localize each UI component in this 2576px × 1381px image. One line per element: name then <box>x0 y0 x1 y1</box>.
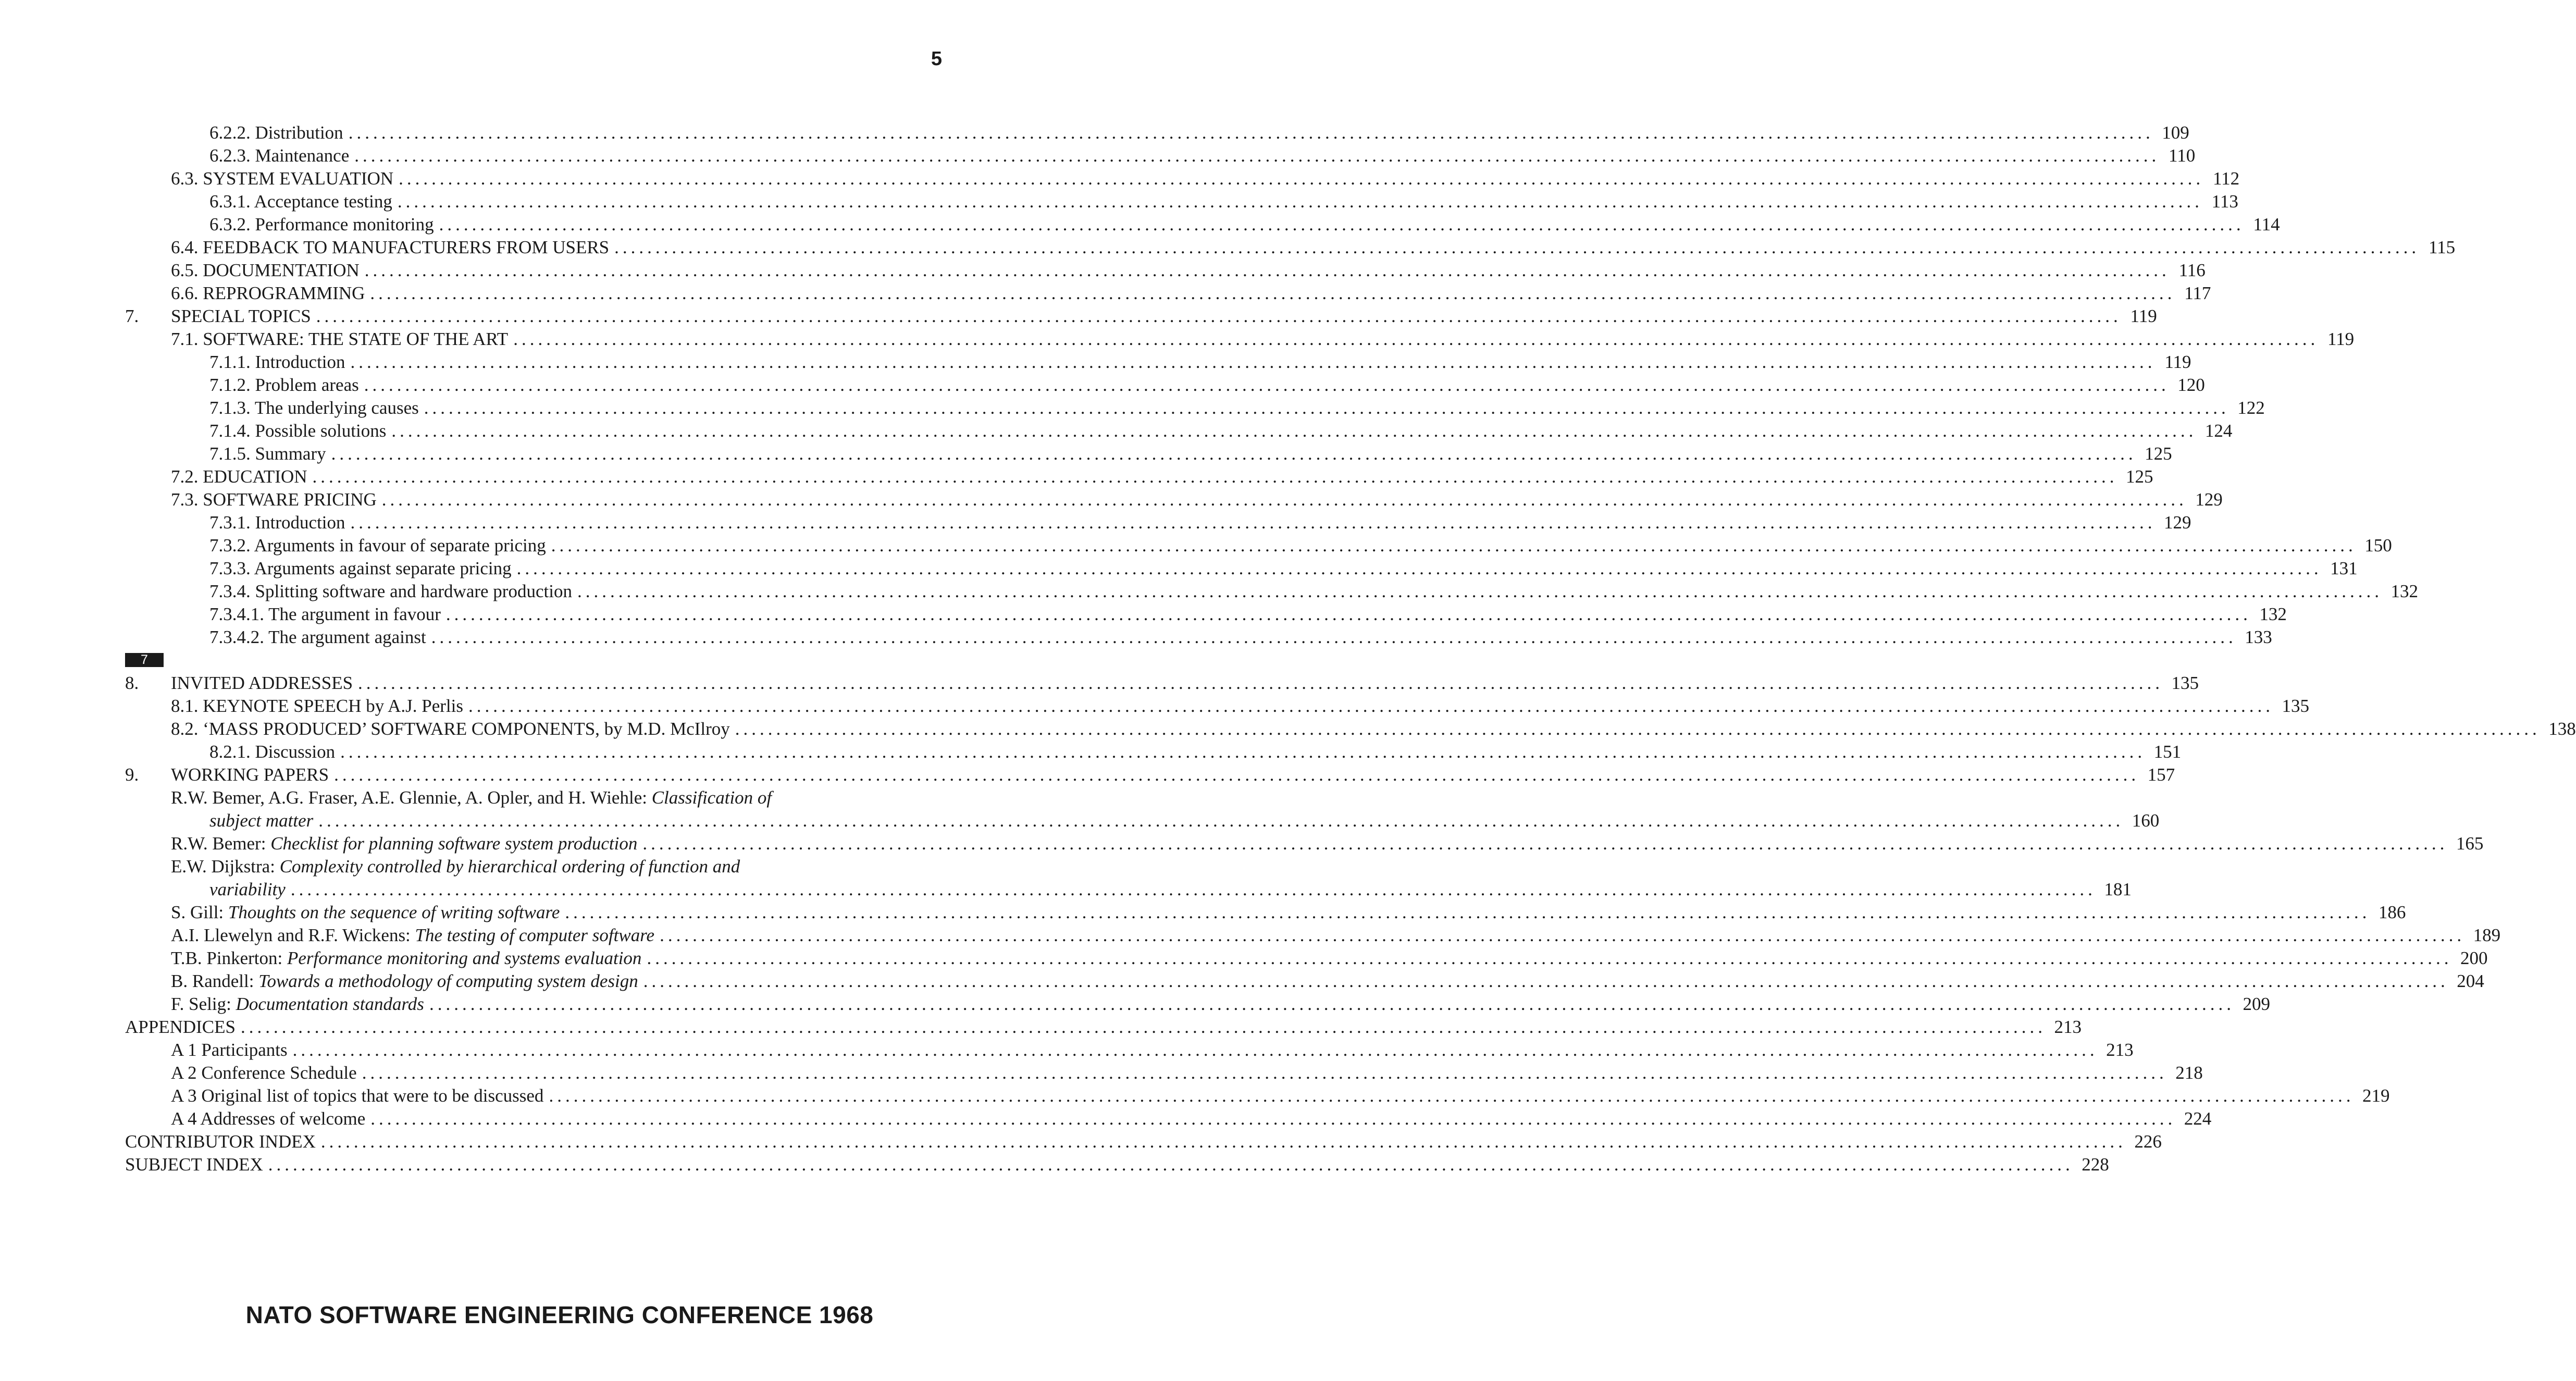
toc-dot-leader: ............................................................................................................................................................................................................................ <box>549 1086 2355 1106</box>
chapter-tab-marker: 7 <box>125 653 164 667</box>
toc-entry-author: E.W. Dijkstra: <box>171 856 280 877</box>
toc-dot-leader: ............................................................................................................................................................................................................................ <box>735 719 2541 739</box>
toc-dot-leader: ............................................................................................................................................................................................................................ <box>364 260 2170 280</box>
toc-dot-leader: ............................................................................................................................................................................................................................ <box>381 489 2187 510</box>
toc-dot-leader: ............................................................................................................................................................................................................................ <box>424 398 2230 418</box>
toc-dot-leader: ............................................................................................................................................................................................................................ <box>516 558 2322 578</box>
toc-entry-title: SPECIAL TOPICS <box>171 306 311 326</box>
toc-entry-author: A.I. Llewelyn and R.F. Wickens: <box>171 925 415 945</box>
toc-entry-paper-title: Documentation standards <box>236 994 424 1014</box>
toc-dot-leader: ............................................................................................................................................................................................................................ <box>429 994 2235 1014</box>
toc-entry-page: 117 <box>2184 283 2211 303</box>
toc-entry-title: 7.3.4. Splitting software and hardware production <box>209 581 572 601</box>
toc-entry <box>125 465 2153 488</box>
toc-dot-leader: ............................................................................................................................................................................................................................ <box>340 742 2146 762</box>
toc-entry <box>125 442 2172 465</box>
toc-entry-title: 7.2. EDUCATION <box>171 466 307 487</box>
toc-entry <box>125 374 2205 397</box>
toc-entry <box>125 1130 2162 1153</box>
toc-entry <box>125 488 2223 511</box>
toc-dot-leader: ............................................................................................................................................................................................................................ <box>320 1131 2126 1152</box>
toc-entry-title: 7.1.4. Possible solutions <box>209 421 387 441</box>
toc-dot-leader: ............................................................................................................................................................................................................................ <box>439 214 2245 235</box>
toc-dot-leader: ............................................................................................................................................................................................................................ <box>397 191 2203 212</box>
toc-entry-page: 125 <box>2145 443 2172 464</box>
toc-entry-title: SUBJECT INDEX <box>125 1154 263 1175</box>
toc-entry <box>125 993 2270 1016</box>
toc-dot-leader: ............................................................................................................................................................................................................................ <box>370 1108 2176 1129</box>
toc-entry-author: R.W. Bemer: <box>171 833 271 854</box>
toc-dot-leader: ............................................................................................................................................................................................................................ <box>642 833 2448 854</box>
toc-entry-page: 209 <box>2243 994 2270 1014</box>
toc-entry-page: 116 <box>2178 260 2206 280</box>
toc-entry-title: 6.2.2. Distribution <box>209 122 343 143</box>
toc-entry-title: 7.1.2. Problem areas <box>209 375 359 395</box>
toc-entry <box>125 901 2406 924</box>
toc-entry <box>125 786 922 809</box>
toc-entry-page: 224 <box>2184 1108 2212 1129</box>
toc-entry <box>125 351 2191 374</box>
toc-entry-title: 6.4. FEEDBACK TO MANUFACTURERS FROM USERS <box>171 237 610 257</box>
toc-entry <box>125 511 2191 534</box>
toc-entry <box>125 1107 2212 1130</box>
toc-entry-page: 138 <box>2548 719 2576 739</box>
toc-entry-title <box>171 993 424 1016</box>
toc-entry-page: 135 <box>2282 696 2309 716</box>
toc-entry-author: R.W. Bemer, A.G. Fraser, A.E. Glennie, A. Opler, and H. Wiehle: <box>171 787 652 808</box>
toc-entry <box>125 1062 2203 1084</box>
toc-entry-page: 186 <box>2378 902 2406 922</box>
toc-entry-paper-title: The testing of computer software <box>415 925 655 945</box>
toc-entry <box>125 603 2287 626</box>
toc-dot-leader: ............................................................................................................................................................................................................................ <box>614 237 2420 257</box>
toc-entry <box>125 947 2488 970</box>
toc-entry-title: 7.3. SOFTWARE PRICING <box>171 489 377 510</box>
toc-entry-page: 110 <box>2169 145 2196 166</box>
toc-entry <box>125 557 2358 580</box>
toc-entry-title: 7.3.4.2. The argument against <box>209 627 426 647</box>
toc-entry <box>125 1084 2390 1107</box>
toc-entry-page: 129 <box>2195 489 2223 510</box>
toc-entry-page: 113 <box>2211 191 2238 212</box>
toc-entry-page: 115 <box>2428 237 2456 257</box>
toc-entry-title: 7.3.4.1. The argument in favour <box>209 604 441 624</box>
toc-entry-title: 8.2. ‘MASS PRODUCED’ SOFTWARE COMPONENTS, by M.D. McIlroy <box>171 719 730 739</box>
toc-entry-page: 119 <box>2327 329 2355 349</box>
toc-entry-author: F. Selig: <box>171 994 236 1014</box>
toc-dot-leader: ............................................................................................................................................................................................................................ <box>513 329 2319 349</box>
toc-entry-page: 219 <box>2362 1086 2390 1106</box>
toc-entry-page: 213 <box>2054 1017 2082 1037</box>
toc-entry-page: 181 <box>2104 879 2132 899</box>
toc-entry-title: INVITED ADDRESSES <box>171 673 353 693</box>
toc-entry <box>125 305 2157 328</box>
toc-dot-leader: ............................................................................................................................................................................................................................ <box>334 765 2140 785</box>
toc-entry-page: 124 <box>2205 421 2233 441</box>
toc-entry-page: 129 <box>2164 512 2191 533</box>
toc-entry <box>125 718 2576 741</box>
toc-dot-leader: ............................................................................................................................................................................................................................ <box>431 627 2237 647</box>
toc-dot-leader: ............................................................................................................................................................................................................................ <box>348 122 2154 143</box>
toc-entry-title <box>209 809 313 832</box>
toc-entry-title: 7.3.1. Introduction <box>209 512 345 533</box>
toc-dot-leader: ............................................................................................................................................................................................................................ <box>354 145 2160 166</box>
toc-entry <box>125 763 2175 786</box>
toc-entry <box>125 236 2456 259</box>
toc-entry-page: 119 <box>2130 306 2157 326</box>
toc-entry-title <box>171 832 637 855</box>
toc-dot-leader: ............................................................................................................................................................................................................................ <box>358 673 2164 693</box>
toc-entry <box>125 328 2355 351</box>
toc-entry <box>125 397 2265 420</box>
toc-dot-leader: ............................................................................................................................................................................................................................ <box>350 352 2156 372</box>
toc-entry <box>125 855 922 878</box>
toc-entry-page: 226 <box>2134 1131 2162 1152</box>
toc-entry-title: 8.2.1. Discussion <box>209 742 336 762</box>
toc-entry-author: T.B. Pinkerton: <box>171 948 287 968</box>
toc-entry-title: WORKING PAPERS <box>171 765 329 785</box>
toc-entry-number: 9. <box>125 765 139 785</box>
toc-entry <box>125 1039 2134 1062</box>
toc-entry-title: A 1 Participants <box>171 1040 288 1060</box>
toc-entry <box>125 970 2484 993</box>
toc-entry-title <box>171 786 772 809</box>
toc-entry <box>125 626 2272 649</box>
toc-entry-title: A 3 Original list of topics that were to be discussed <box>171 1086 544 1106</box>
chapter-tab-row <box>125 649 922 672</box>
toc-dot-leader: ............................................................................................................................................................................................................................ <box>316 306 2122 326</box>
toc-entry-page: 228 <box>2082 1154 2109 1175</box>
toc-entry-title: 7.1.5. Summary <box>209 443 326 464</box>
toc-entry-paper-title: Complexity controlled by hierarchical ordering of function and <box>279 856 740 877</box>
toc-entry-page: 120 <box>2177 375 2205 395</box>
toc-entry <box>125 420 2233 442</box>
toc-entry-page: 122 <box>2237 398 2265 418</box>
toc-entry-page: 160 <box>2132 810 2160 831</box>
toc-entry-page: 204 <box>2457 971 2484 991</box>
toc-entry-title: 6.3.1. Acceptance testing <box>209 191 392 212</box>
toc-entry-page: 218 <box>2175 1063 2203 1083</box>
toc-entry-author: S. Gill: <box>171 902 228 922</box>
toc-dot-leader: ............................................................................................................................................................................................................................ <box>350 512 2156 533</box>
toc-entry-page: 132 <box>2391 581 2418 601</box>
running-footer: NATO SOFTWARE ENGINEERING CONFERENCE 1968 <box>245 1301 874 1328</box>
toc-dot-leader: ............................................................................................................................................................................................................................ <box>551 535 2357 556</box>
toc-entry-title: CONTRIBUTOR INDEX <box>125 1131 316 1152</box>
toc-entry <box>125 534 2392 557</box>
toc-entry-paper-title: subject matter <box>209 810 314 831</box>
toc-dot-leader: ............................................................................................................................................................................................................................ <box>268 1154 2074 1175</box>
toc-entry-paper-title: Thoughts on the sequence of writing software <box>228 902 560 922</box>
toc-dot-leader: ............................................................................................................................................................................................................................ <box>331 443 2137 464</box>
toc-dot-leader: ............................................................................................................................................................................................................................ <box>364 375 2170 395</box>
toc-entry-title: A 4 Addresses of welcome <box>171 1108 366 1129</box>
toc-dot-leader: ............................................................................................................................................................................................................................ <box>391 421 2197 441</box>
toc-entry-title: 6.3.2. Performance monitoring <box>209 214 434 235</box>
toc-entry <box>125 878 2132 901</box>
toc-dot-leader: ............................................................................................................................................................................................................................ <box>240 1017 2046 1037</box>
toc-entry-number: 8. <box>125 673 139 693</box>
toc-entry-page: 131 <box>2330 558 2358 578</box>
toc-entry-page: 157 <box>2147 765 2175 785</box>
toc-entry-title: 7.1.1. Introduction <box>209 352 345 372</box>
toc-entry-title: A 2 Conference Schedule <box>171 1063 357 1083</box>
toc-entry-title: 6.3. SYSTEM EVALUATION <box>171 168 394 189</box>
toc-entry-page: 119 <box>2164 352 2191 372</box>
toc-entry-page: 213 <box>2106 1040 2134 1060</box>
toc-dot-leader: ............................................................................................................................................................................................................................ <box>399 168 2205 189</box>
toc-entry <box>125 672 2199 695</box>
page-number: 5 <box>931 48 942 70</box>
toc-entry-title: APPENDICES <box>125 1017 236 1037</box>
toc-entry <box>125 924 2501 947</box>
toc-entry-title: 7.1. SOFTWARE: THE STATE OF THE ART <box>171 329 509 349</box>
toc-entry <box>125 190 2238 213</box>
toc-entry-paper-title: variability <box>209 879 286 899</box>
toc-entry-title: 6.2.3. Maintenance <box>209 145 350 166</box>
toc-entry-page: 112 <box>2212 168 2240 189</box>
toc-entry <box>125 144 2196 167</box>
toc-entry-page: 189 <box>2473 925 2501 945</box>
toc-entry <box>125 832 2484 855</box>
toc-dot-leader: ............................................................................................................................................................................................................................ <box>318 810 2124 831</box>
toc-dot-leader: ............................................................................................................................................................................................................................ <box>312 466 2118 487</box>
toc-entry <box>125 167 2240 190</box>
toc-entry-title <box>171 855 740 878</box>
toc-entry <box>125 1016 2082 1039</box>
toc-entry-author: B. Randell: <box>171 971 259 991</box>
toc-entry-page: 114 <box>2253 214 2280 235</box>
toc-dot-leader: ............................................................................................................................................................................................................................ <box>468 696 2274 716</box>
toc-entry-page: 125 <box>2126 466 2153 487</box>
toc-entry <box>125 741 2182 763</box>
toc-entry <box>125 695 2309 718</box>
toc-dot-leader: ............................................................................................................................................................................................................................ <box>565 902 2371 922</box>
toc-entry-page: 165 <box>2456 833 2484 854</box>
toc-entry <box>125 1153 2109 1176</box>
toc-entry-title: 7.3.3. Arguments against separate pricing <box>209 558 512 578</box>
toc-dot-leader: ............................................................................................................................................................................................................................ <box>660 925 2466 945</box>
toc-entry-title: 8.1. KEYNOTE SPEECH by A.J. Perlis <box>171 696 463 716</box>
toc-entry <box>125 580 2418 603</box>
toc-entry <box>125 213 2280 236</box>
toc-entry-page: 151 <box>2153 742 2182 762</box>
toc-entry-title: 7.3.2. Arguments in favour of separate pricing <box>209 535 546 556</box>
toc-dot-leader: ............................................................................................................................................................................................................................ <box>362 1063 2168 1083</box>
toc-dot-leader: ............................................................................................................................................................................................................................ <box>292 1040 2098 1060</box>
toc-entry-title <box>171 901 560 924</box>
toc-dot-leader: ............................................................................................................................................................................................................................ <box>643 971 2449 991</box>
toc-dot-leader: ............................................................................................................................................................................................................................ <box>647 948 2453 968</box>
toc-dot-leader: ............................................................................................................................................................................................................................ <box>445 604 2251 624</box>
toc-entry-title: 6.5. DOCUMENTATION <box>171 260 360 280</box>
toc-entry <box>125 259 2206 282</box>
toc-entry-page: 133 <box>2245 627 2272 647</box>
toc-entry-number: 7. <box>125 306 139 326</box>
toc-entry-title <box>171 947 641 970</box>
toc-entry-title: 6.6. REPROGRAMMING <box>171 283 365 303</box>
toc-dot-leader: ............................................................................................................................................................................................................................ <box>577 581 2383 601</box>
toc-entry-title <box>171 924 654 947</box>
toc-dot-leader: ............................................................................................................................................................................................................................ <box>290 879 2096 899</box>
toc-entry-page: 109 <box>2162 122 2189 143</box>
toc-entry-paper-title: Performance monitoring and systems evaluation <box>287 948 642 968</box>
toc-entry-paper-title: Towards a methodology of computing system design <box>258 971 638 991</box>
toc-entry <box>125 121 2189 144</box>
table-of-contents <box>125 121 2576 1176</box>
toc-entry-title: 7.1.3. The underlying causes <box>209 398 419 418</box>
toc-entry-title <box>209 878 286 901</box>
toc-entry <box>125 809 2160 832</box>
toc-entry-page: 135 <box>2171 673 2199 693</box>
toc-entry-paper-title: Checklist for planning software system production <box>270 833 638 854</box>
toc-entry-page: 150 <box>2364 535 2392 556</box>
toc-entry-page: 132 <box>2259 604 2287 624</box>
toc-entry-paper-title: Classification of <box>651 787 772 808</box>
toc-entry-title <box>171 970 638 993</box>
toc-entry-page: 200 <box>2460 948 2488 968</box>
toc-entry <box>125 282 2211 305</box>
toc-dot-leader: ............................................................................................................................................................................................................................ <box>370 283 2176 303</box>
